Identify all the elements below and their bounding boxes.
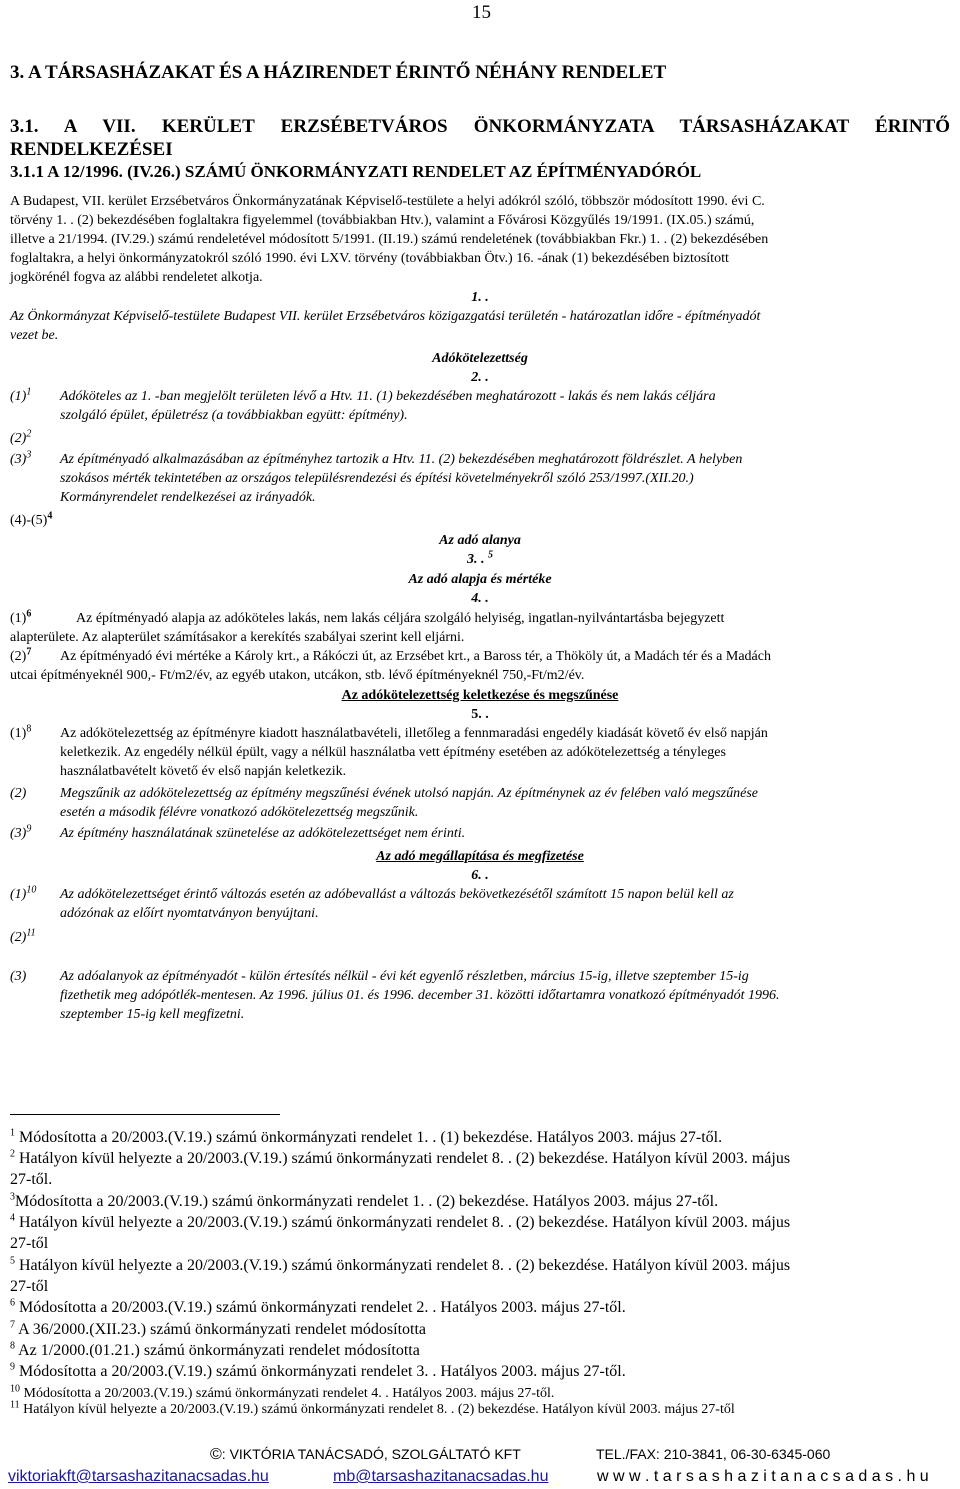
footnote-marker: 3 [10,1191,15,1203]
preamble-line: illetve a 21/1994. (IV.29.) számú rendeletével módosított 5/1991. (II.19.) számú rendeletének (továbbiakban Fkr.) 1. . (2) bekezdésében [10,232,769,247]
footnote-10 [10,1385,554,1402]
footnote-ref: 6 [26,608,32,620]
footnote-text: Az 1/2000.(01.21.) számú önkormányzati rendelet módosította [18,1342,420,1359]
footnote-5-cont: 27-től [10,1278,49,1295]
footnote-ref: 1 [26,386,32,398]
footnote-ref: 8 [26,723,32,735]
heading-megallapitasa: Az adó megállapítása és megfizetése [376,849,584,864]
footnote-ref: 2 [26,428,32,440]
footnote-ref: 9 [26,823,32,835]
section-2-par3-line3: Kormányrendelet rendelkezései az irányadók. [60,490,316,505]
footer-website: w w w . t a r s a s h a z i t a n a c s a d a s . h u [597,1468,929,1485]
footnote-text: Hatályon kívül helyezte a 20/2003.(V.19.) számú önkormányzati rendelet 8. . (2) bekezdése. Hatályon kívül 2003. május [19,1214,791,1231]
par-number: (4)-(5) [10,513,48,528]
section-4-par2-number [10,648,31,665]
footnote-11 [10,1401,735,1418]
footnote-separator [10,1114,280,1115]
footnote-7 [10,1320,426,1339]
section-5-par2-line1: Megszűnik az adókötelezettség az építmény megszűnési évének utolsó napján. Az építménynek az év felében való megszűnése [60,786,758,801]
footnote-ref: 4 [47,510,53,522]
footer-company [210,1446,521,1463]
section-6-par3-number: (3) [10,969,27,984]
footnote-text: Módosította a 20/2003.(V.19.) számú önkormányzati rendelet 1. . (1) bekezdése. Hatályos 2003. május 27-től. [19,1129,723,1146]
footnote-marker: 11 [10,1399,20,1411]
footnote-marker: 6 [10,1297,15,1309]
footnote-ref: 3 [26,449,32,461]
par-number: (1) [10,611,27,626]
footnote-marker: 8 [10,1340,15,1352]
section-2-par3-line1: Az építményadó alkalmazásában az építményhez tartozik a Htv. 11. (2) bekezdésében meghatározott földrészlet. A helyben [60,452,743,467]
footnote-text: Módosította a 20/2003.(V.19.) számú önkormányzati rendelet 1. . (2) bekezdése. Hatályos 2003. május 27-től. [15,1193,719,1210]
footnote-marker: 1 [10,1127,15,1139]
section-5-par1-line1: Az adókötelezettség az építményre kiadott használatbavételi, illetőleg a fennmaradási engedély kiadását követő év első napján [60,726,768,741]
preamble-line: A Budapest, VII. kerület Erzsébetváros Önkormányzatának Képviselő-testülete a helyi adókról szóló, többször módosított 1990. évi C. [10,194,765,209]
preamble-line: törvény 1. . (2) bekezdésében foglaltakra figyelemmel (továbbiakban Htv.), valamint a Fővárosi Közgyűlés 19/1991. (IX.05.) számú, [10,213,755,228]
footnote-4-cont: 27-től [10,1235,49,1252]
section-5-par2-line2: esetén a második félévre vonatkozó adókötelezettség megszűnik. [60,805,419,820]
section-5-par1-line3: használatbavételt követő év első napján keletkezik. [60,764,347,779]
heading-section-3-1-text: 3.1. A VII. KERÜLET ERZSÉBETVÁROS ÖNKORMÁNYZATA TÁRSASHÁZAKAT ÉRINTŐ [10,116,950,137]
footnote-text: Módosította a 20/2003.(V.19.) számú önkormányzati rendelet 3. . Hatályos 2003. május 27-től. [19,1363,626,1380]
section-4-par2-line2: utcai építményeknél 900,- Ft/m2/év, az egyéb utakon, utcákon, stb. lévő építményeknél 750,-Ft/m2/év. [10,668,585,683]
section-1-number: 1. . [471,290,489,305]
heading-section-3: 3. A TÁRSASHÁZAKAT ÉS A HÁZIRENDET ÉRINTŐ NÉHÁNY RENDELET [10,62,667,83]
heading-section-3-1-line2: RENDELKEZÉSEI [10,139,173,160]
section-2-par3-line2: szokásos mérték tekintetében az országos településrendezési és építési követelményekről szóló 253/1997.(XII.20.) [60,471,694,486]
par-number: (3) [10,826,27,841]
footnote-marker: 2 [10,1148,15,1160]
section-2-par2-number [10,430,31,447]
section-2-par1-line2: szolgáló épület, épületrész (a továbbiakban együtt: építmény). [60,408,408,423]
section-6-par2-number [10,929,36,946]
par-number: (1) [10,726,27,741]
section-5-par1-line2: keletkezik. Az engedély nélkül épült, vagy a nélkül használatba vett építmény esetében az adókötelezettség a tényleges [60,745,726,760]
section-6-par1-number [10,886,36,903]
footnote-text: A 36/2000.(XII.23.) számú önkormányzati rendelet módosította [18,1321,427,1338]
footnote-5 [10,1256,790,1275]
par-number: (1) [10,389,27,404]
heading-adokotelezettseg: Adókötelezettség [432,351,528,366]
footer-company-text: : VIKTÓRIA TANÁCSADÓ, SZOLGÁLTATÓ KFT [221,1446,521,1462]
par-number: (2) [10,649,27,664]
footnote-3 [10,1192,718,1211]
footnote-text: Módosította a 20/2003.(V.19.) számú önkormányzati rendelet 4. . Hatályos 2003. május 27-től. [23,1386,555,1401]
footnote-text: Hatályon kívül helyezte a 20/2003.(V.19.) számú önkormányzati rendelet 8. . (2) bekezdése. Hatályon kívül 2003. május [19,1257,791,1274]
section-2-number: 2. . [471,370,489,385]
footnote-2 [10,1149,790,1168]
footer-email-1-link[interactable]: viktoriakft@tarsashazitanacsadas.hu [8,1468,269,1485]
heading-keletkezese: Az adókötelezettség keletkezése és megszűnése [341,688,619,703]
footnote-marker: 10 [10,1383,20,1395]
par-number: (2) [10,431,27,446]
footnote-2-cont: 27-től. [10,1171,53,1188]
section-3-number [0,551,960,568]
footnote-text: Hatályon kívül helyezte a 20/2003.(V.19.) számú önkormányzati rendelet 8. . (2) bekezdése. Hatályon kívül 2003. május [19,1150,791,1167]
copyright-icon: © [210,1446,222,1463]
section-1-line2: vezet be. [10,328,59,343]
footnote-ref: 11 [26,927,36,939]
heading-section-3-1-line1 [10,116,950,138]
footnote-marker: 4 [10,1212,15,1224]
footnote-6 [10,1298,626,1317]
section-2-par1-number [10,388,31,405]
section-5-par2-number: (2) [10,786,27,801]
footnote-text: Módosította a 20/2003.(V.19.) számú önkormányzati rendelet 2. . Hatályos 2003. május 27-től. [19,1299,626,1316]
section-6-par1-line1: Az adókötelezettséget érintő változás esetén az adóbevallást a változás bekövetkezésétől számított 15 napon belül kell az [60,887,734,902]
section-5-par3-number [10,825,31,842]
section-6-number: 6. . [471,868,489,883]
section-5-par1-number [10,725,31,742]
footnote-marker: 7 [10,1319,15,1331]
section-5-number: 5. . [471,707,489,722]
section-6-par3-line3: szeptember 15-ig kell megfizetni. [60,1007,245,1022]
section-2-par45-number [10,512,52,529]
footnote-9 [10,1362,626,1381]
footnote-8 [10,1341,420,1360]
footnote-4 [10,1213,790,1232]
section-4-par1-line2: alapterülete. Az alapterület számításakor a kerekítés szabályai szerint kell eljárni. [10,630,465,645]
par-number: (3) [10,452,27,467]
section-4-par1-line1: Az építményadó alapja az adóköteles lakás, nem lakás céljára szolgáló helyiség, ingatlan-nyilvántartásba bejegyzett [76,611,725,626]
section-4-par2-line1: Az építményadó évi mértéke a Károly krt., a Rákóczi út, az Erzsébet krt., a Baross tér, a Thököly út, a Madách tér és a Madách [60,649,771,664]
footnote-marker: 9 [10,1361,15,1373]
page-number: 15 [472,2,491,23]
par-number: (2) [10,930,27,945]
footer-phone: TEL./FAX: 210-3841, 06-30-6345-060 [596,1446,831,1462]
section-4-par1-number [10,610,31,627]
heading-section-3-1-1: 3.1.1 A 12/1996. (IV.26.) SZÁMÚ ÖNKORMÁNYZATI RENDELET AZ ÉPÍTMÉNYADÓRÓL [10,162,702,181]
footnote-ref: 10 [26,884,37,896]
heading-ado-alapja: Az adó alapja és mértéke [408,572,552,587]
section-1-line1: Az Önkormányzat Képviselő-testülete Budapest VII. kerület Erzsébetváros közigazgatási területén - határozatlan időre - építményadót [10,309,761,324]
section-6-par3-line2: fizethetik meg adópótlék-mentesen. Az 1996. július 01. és 1996. december 31. közötti időtartamra vonatkozó építményadót 1996. [60,988,780,1003]
section-3-num-text: 3. . [467,552,485,567]
footnote-ref: 5 [488,549,493,561]
section-5-par3-line1: Az építmény használatának szünetelése az adókötelezettséget nem érinti. [60,826,466,841]
preamble-line: jogkörénél fogva az alábbi rendeletet alkotja. [10,270,263,285]
section-6-par1-line2: adózónak az előírt nyomtatványon benyújtani. [60,906,319,921]
par-number: (1) [10,887,27,902]
heading-ado-alanya: Az adó alanya [439,533,521,548]
preamble-line: foglaltakra, a helyi önkormányzatokról szóló 1990. évi LXV. törvény (továbbiakban Ötv.) 16. -ának (1) bekezdésében biztosított [10,251,729,266]
section-6-par3-line1: Az adóalanyok az építményadót - külön értesítés nélkül - évi két egyenlő részletben, március 15-ig, illetve szeptember 15-ig [60,969,749,984]
footnote-text: Hatályon kívül helyezte a 20/2003.(V.19.) számú önkormányzati rendelet 8. . (2) bekezdése. Hatályon kívül 2003. május 27-től [23,1402,735,1417]
section-2-par1-line1: Adóköteles az 1. -ban megjelölt területen lévő a Htv. 11. (1) bekezdésében meghatározott - lakás és nem lakás céljára [60,389,716,404]
footnote-marker: 5 [10,1255,15,1267]
footnote-1 [10,1128,722,1147]
section-4-number: 4. . [471,591,489,606]
footer-email-2-link[interactable]: mb@tarsashazitanacsadas.hu [333,1468,549,1485]
footnote-ref: 7 [26,646,32,658]
section-2-par3-number [10,451,31,468]
